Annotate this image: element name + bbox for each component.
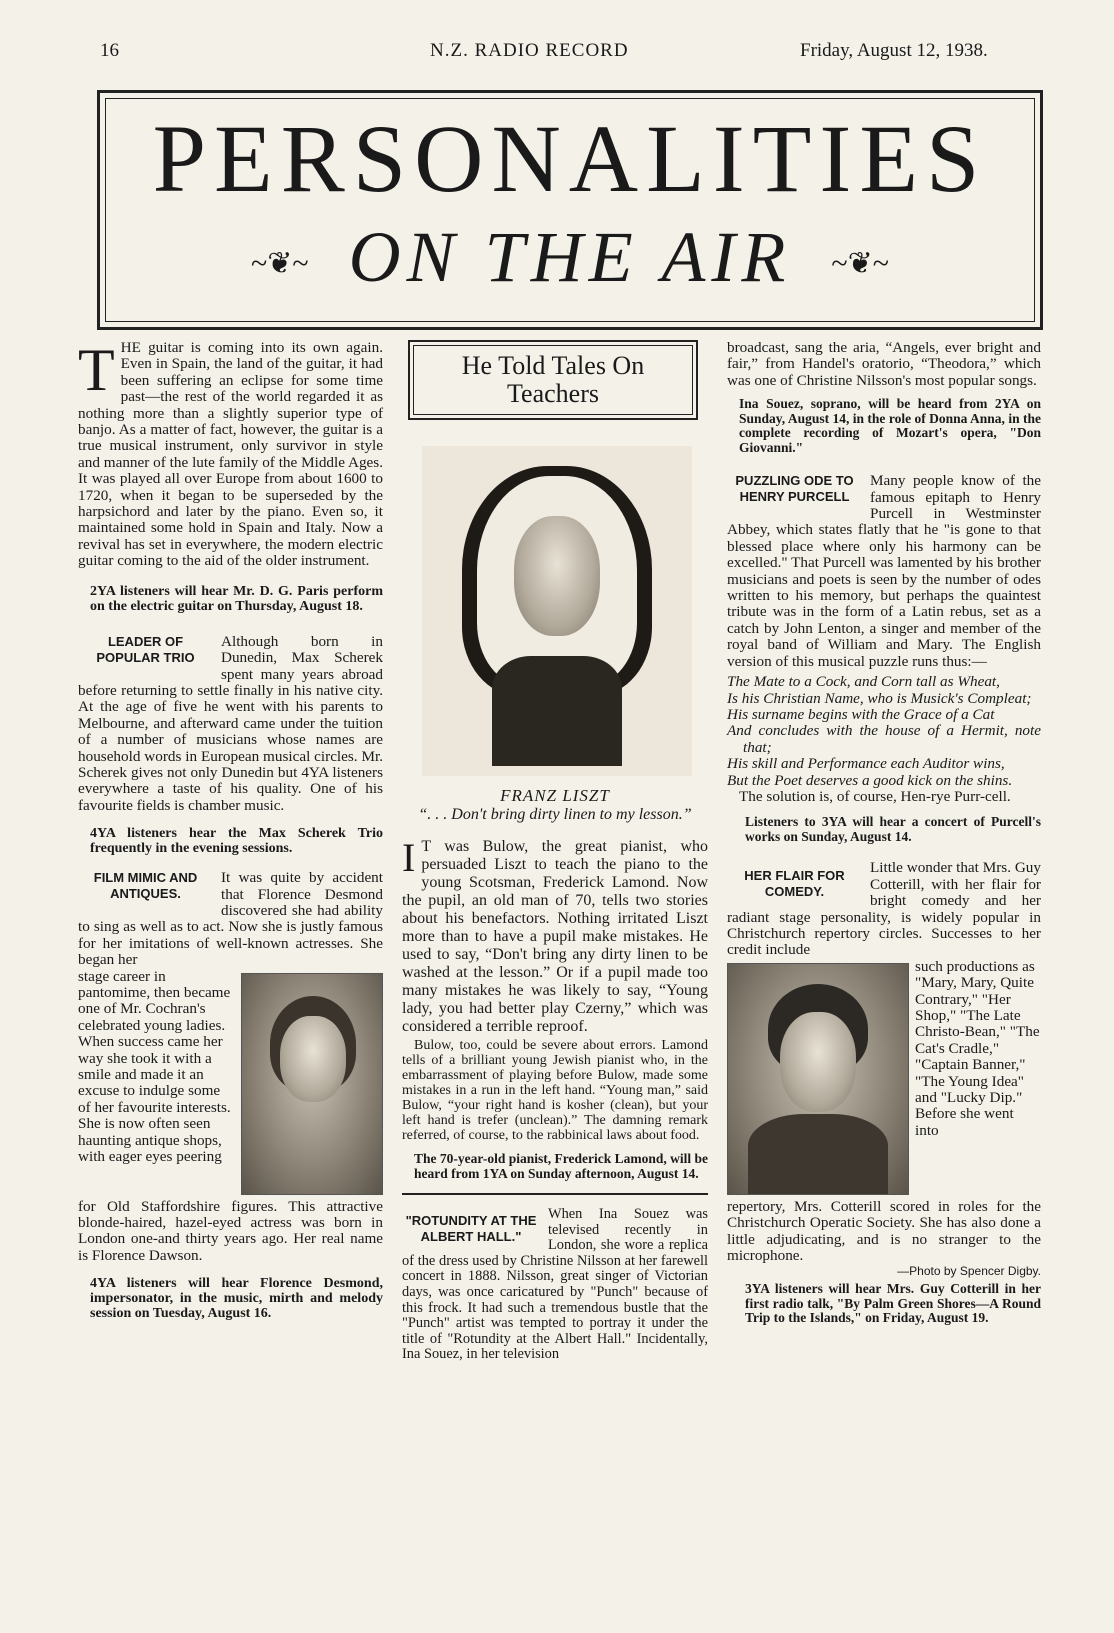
flourish-left-icon: ~❦~ xyxy=(251,247,309,281)
caption-quote: “. . . Don't bring dirty linen to my lesson.” xyxy=(418,806,692,823)
flourish-right-icon: ~❦~ xyxy=(831,247,889,281)
publication-name: N.Z. RADIO RECORD xyxy=(430,40,629,61)
photo-face xyxy=(280,1016,346,1102)
trio-heading: LEADER OF POPULAR TRIO xyxy=(96,633,195,665)
photo-shoulders xyxy=(748,1114,888,1194)
liszt-headline: He Told Tales On Teachers xyxy=(408,340,698,420)
mimic-article xyxy=(78,870,383,1264)
verse-line: But the Poet deserves a good kick on the shins. xyxy=(727,771,1013,789)
comedy-article xyxy=(727,860,1041,1264)
liszt-coat xyxy=(492,656,622,766)
photo-credit: —Photo by Spencer Digby. xyxy=(897,1264,1041,1279)
page-number: 16 xyxy=(100,40,119,61)
rotundity-article xyxy=(402,1207,708,1363)
issue-date: Friday, August 12, 1938. xyxy=(800,40,988,61)
banner-subtitle-row xyxy=(100,217,1040,297)
caption-name: FRANZ LISZT xyxy=(500,786,610,805)
liszt-article xyxy=(402,835,708,1036)
photo-face xyxy=(780,1012,856,1112)
column-1 xyxy=(78,337,383,1322)
mimic-text-top: It was quite by accident that Florence Desmond discovered she had ability to sing as well as to act. Now she is justly famous for her imitations of well-known actresses. She began her xyxy=(78,870,383,969)
mimic-heading: FILM MIMIC AND ANTIQUES. xyxy=(93,870,198,902)
comedy-text-side: such productions as "Mary, Mary, Quite Contrary," "Her Shop," "The Late Christo-Bean," "The Cat's Cradle," "Captain Banner," "The Young Idea" and "Lucky Dip." Before she went into xyxy=(915,957,1040,1139)
verse-line: And concludes with the house of a Hermit, note that; xyxy=(727,722,1041,756)
verse-line: His skill and Performance each Auditor wins, xyxy=(727,755,1005,773)
rotundity-heading: "ROTUNDITY AT THE ALBERT HALL." xyxy=(405,1213,537,1244)
rebus-solution: The solution is, of course, Hen-rye Purr-cell. xyxy=(739,787,1011,805)
purcell-text: Many people know of the famous epitaph to Henry Purcell in Westminster Abbey, which states flatly that he "is gone to that blessed place where only his harmony can be excelled." That Purcell was lamented by his brother musicians and poets is seen by the number of odes written to his memory, but perhaps the quaintest tribute was in the form of a Latin rebus, set as a catch by John Lenton, a singer and member of the royal band of William and Mary. The English version of this musical puzzle runs thus:— xyxy=(727,473,1041,670)
banner xyxy=(97,90,1043,330)
mimic-note: 4YA listeners will hear Florence Desmond, impersonator, in the music, mirth and melody session on Tuesday, August 16. xyxy=(90,1276,383,1322)
comedy-text-top: Little wonder that Mrs. Guy Cotterill, with her flair for bright comedy and her radiant stage personality, is widely popular in Christchurch repertory circles. Successes to her credit include xyxy=(727,860,1041,959)
comedy-heading: HER FLAIR FOR COMEDY. xyxy=(744,868,845,900)
liszt-text-1: T was Bulow, the great pianist, who persuaded Liszt to teach the piano to the young Scotsman, Frederick Lamond. Now the pupil, an old man of 70, tells two stories about his benefactors. Nothing irritated Liszt more than to have a pupil make mistakes. He used to say, “Don't bring any dirty linen to be washed at the lesson.” Or if a pupil made too many mistakes he was likely to say, “Young lady, you had better play Czerny,” which was considered a terrible reproof. xyxy=(402,838,708,1035)
purcell-heading: PUZZLING ODE TO HENRY PURCELL xyxy=(735,473,854,505)
drop-cap: T xyxy=(78,337,115,403)
purcell-article xyxy=(727,473,1041,670)
souez-continued: broadcast, sang the aria, “Angels, ever bright and fair,” from Handel's oratorio, “Theodora,” which was one of Christine Nilsson's most popular songs. xyxy=(727,339,1041,389)
rebus-verse xyxy=(727,674,1041,789)
verse-line: Is his Christian Name, who is Musick's Compleat; xyxy=(727,689,1032,707)
divider-rule xyxy=(402,1193,708,1195)
guitar-article xyxy=(78,337,383,570)
souez-note: Ina Souez, soprano, will be heard from 2YA on Sunday, August 14, in the role of Donna Anna, in the complete recording of Mozart's opera, "Don Giovanni." xyxy=(739,396,1041,455)
liszt-drop-cap: I xyxy=(402,835,416,880)
rotundity-text: When Ina Souez was televised recently in London, she wore a replica of the dress used by Christine Nilsson at her farewell concert in 1888. Nilsson, great singer of Victorian days, was once caricatured by "Punch" because of this frock. It had such a tremendous bustle that the "Punch" artist was tempted to portray it under the title of "Rotundity at the Albert Hall." Incidentally, Ina Souez, in her television xyxy=(402,1207,708,1363)
comedy-note: 3YA listeners will hear Mrs. Guy Cotterill in her first radio talk, "By Palm Green Shores—A Round Trip to the Islands," on Friday, August 19. xyxy=(745,1281,1041,1326)
mimic-text-side: stage career in pantomime, then became one of Mr. Cochran's celebrated young ladies. When success came her way she took it with a smile and made it an excuse to indulge some of her favourite interests. She is now often seen haunting antique shops, with eager eyes peering xyxy=(78,967,231,1166)
column-2 xyxy=(402,340,708,1363)
liszt-text-2: Bulow, too, could be severe about errors. Lamond tells of a brilliant young Jewish pianist who, in the embarrassment of playing before Bulow, made some mistakes in a run in the left hand. “Young man,” said Bulow, “your right hand is kosher (clean), but your left hand is trefer (unclean).” The damning remark referred, of course, to the rabbinical laws about food. xyxy=(402,1038,708,1143)
trio-note: 4YA listeners hear the Max Scherek Trio frequently in the evening sessions. xyxy=(90,826,383,857)
liszt-note: The 70-year-old pianist, Frederick Lamond, will be heard from 1YA on Sunday afternoon, August 14. xyxy=(414,1151,709,1181)
guitar-note: 2YA listeners will hear Mr. D. G. Paris perform on the electric guitar on Thursday, August 18. xyxy=(90,583,383,614)
verse-line: His surname begins with the Grace of a Cat xyxy=(727,705,995,723)
column-3 xyxy=(727,340,1041,1326)
trio-text: Although born in Dunedin, Max Scherek spent many years abroad before returning to settle finally in his native city. At the age of five he went with his parents to Melbourne, and afterward came under the tuition of a number of musicians whose names are household words in European musical circles. Mr. Scherek gives not only Dunedin but 4YA listeners everywhere a taste of his quality. One of his favourite fields is chamber music. xyxy=(78,633,383,814)
mimic-text-bottom: for Old Staffordshire figures. This attractive blonde-haired, hazel-eyed actress was born in London one-and thirty years ago. Her real name is Florence Dawson. xyxy=(78,1197,383,1264)
guy-cotterill-photo xyxy=(727,963,909,1195)
florence-desmond-photo xyxy=(241,973,383,1195)
liszt-portrait xyxy=(422,446,692,776)
purcell-note: Listeners to 3YA will hear a concert of Purcell's works on Sunday, August 14. xyxy=(745,814,1041,844)
comedy-text-bottom: repertory, Mrs. Cotterill scored in roles for the Christchurch Operatic Society. She has also done a little adjudicating, and is no stranger to the microphone. xyxy=(727,1197,1041,1264)
verse-line: The Mate to a Cock, and Corn tall as Wheat, xyxy=(727,673,1000,691)
banner-title: PERSONALITIES xyxy=(152,105,988,212)
trio-article xyxy=(78,634,383,814)
guitar-text: HE guitar is coming into its own again. Even in Spain, the land of the guitar, it had been suffering an eclipse for some time past—the rest of the world regarded it as nothing more than a slightly superior type of banjo. As a matter of fact, however, the guitar is a true musical instrument, only survivor in style and manner of the lute family of the Middle Ages. It was played all over Europe from about 1600 to 1720, when it began to be superseded by the harpsichord and later by the piano. Even so, it maintained some hold in Spain and Italy. Now a revival has set in everywhere, the modern electric guitar coming to the aid of the older instrument. xyxy=(78,339,383,570)
liszt-face xyxy=(514,516,600,636)
banner-subtitle: ON THE AIR xyxy=(348,217,792,297)
